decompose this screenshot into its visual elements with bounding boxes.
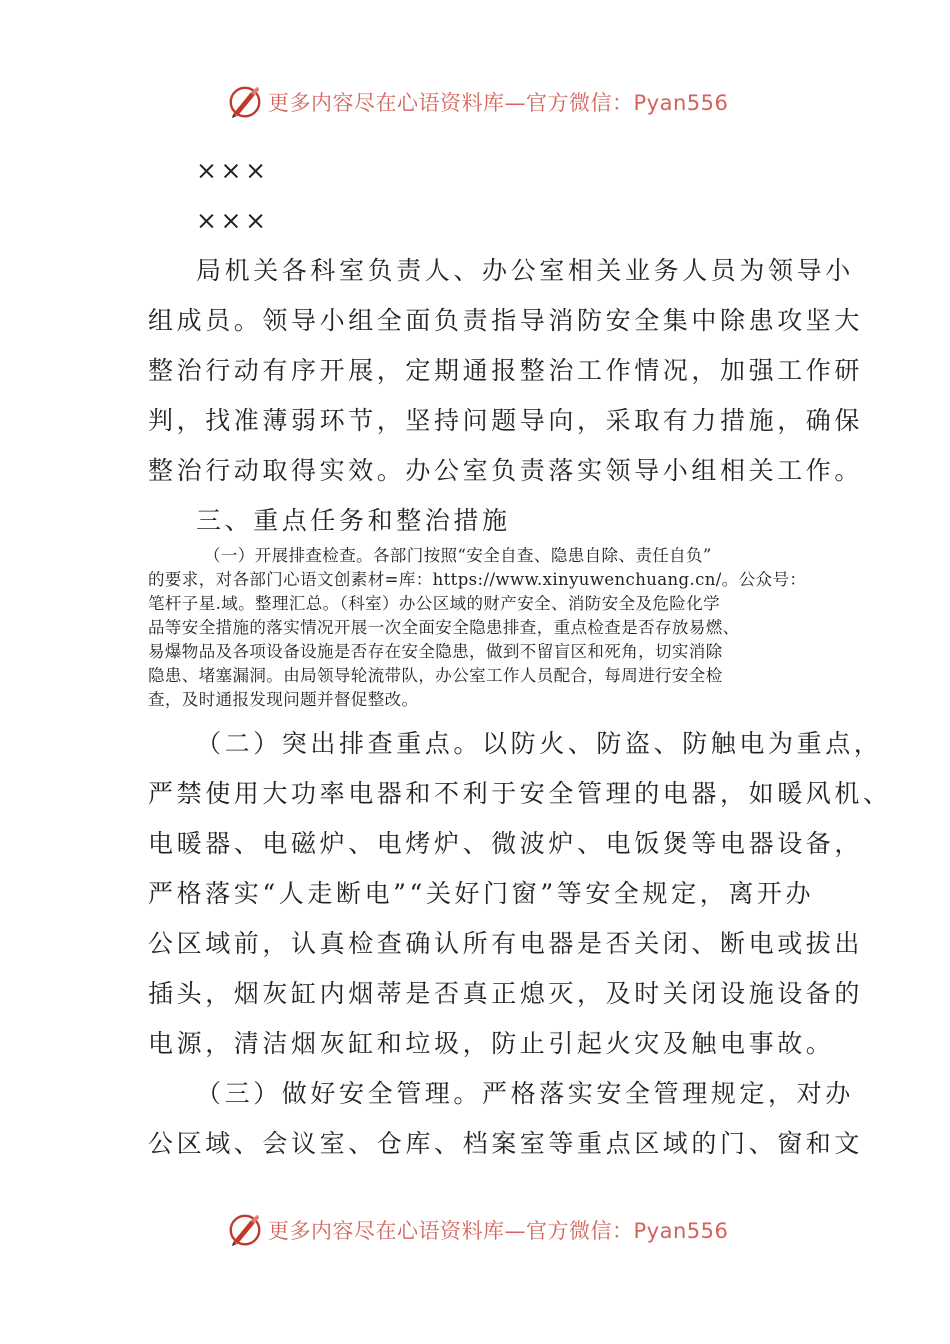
body-line: 电源，清洁烟灰缸和垃圾，防止引起火灾及触电事故。 — [148, 1029, 835, 1058]
banner-text: 更多内容尽在心语资料库—官方微信：Pyan556 — [268, 1219, 729, 1243]
body-line: 插头，烟灰缸内烟蒂是否真正熄灭，及时关闭设施设备的 — [148, 979, 864, 1008]
body-line: 整治行动有序开展，定期通报整治工作情况，加强工作研 — [148, 356, 864, 385]
footer-banner — [0, 1208, 950, 1252]
body-line: 严禁使用大功率电器和不利于安全管理的电器，如暖风机、 — [148, 779, 892, 808]
small-text-line: 品等安全措施的落实情况开展一次全面安全隐患排查，重点检查是否存放易燃、 — [148, 618, 740, 637]
body-line: （三）做好安全管理。严格落实安全管理规定，对办 — [196, 1079, 854, 1108]
body-line: 组成员。领导小组全面负责指导消防安全集中除患攻坚大 — [148, 306, 864, 335]
body-line: 公区域、会议室、仓库、档案室等重点区域的门、窗和文 — [148, 1129, 864, 1158]
header-banner — [0, 80, 950, 124]
banner-text: 更多内容尽在心语资料库—官方微信：Pyan556 — [268, 91, 729, 115]
small-text-line: 隐患、堵塞漏洞。由局领导轮流带队，办公室工作人员配合，每周进行安全检 — [148, 666, 723, 685]
section-heading: 三、重点任务和整治措施 — [196, 506, 511, 535]
small-text-line: 笔杆子星.域。整理汇总。（科室）办公区域的财产安全、消防安全及危险化学 — [148, 594, 720, 613]
small-text-line: 的要求，对各部门心语文创素材=库：https://www.xinyuwenchuang.cn/。公众号： — [148, 570, 807, 589]
body-line: 判，找准薄弱环节，坚持问题导向，采取有力措施，确保 — [148, 406, 864, 435]
body-line: （二）突出排查重点。以防火、防盗、防触电为重点， — [196, 729, 883, 758]
body-line: 公区域前，认真检查确认所有电器是否关闭、断电或拔出 — [148, 929, 864, 958]
body-line: 严格落实“人走断电”“关好门窗”等安全规定，离开办 — [148, 879, 815, 908]
footer-banner-content — [226, 1208, 728, 1252]
pen-logo-icon — [226, 83, 264, 121]
small-text-line: 易爆物品及各项设备设施是否存在安全隐患，做到不留盲区和死角，切实消除 — [148, 642, 723, 661]
body-line: 电暖器、电磁炉、电烤炉、微波炉、电饭煲等电器设备， — [148, 829, 864, 858]
pen-logo-icon — [226, 1211, 264, 1249]
small-text-line: （一）开展排查检查。各部门按照“安全自查、隐患自除、责任自负” — [204, 546, 712, 565]
body-line: 局机关各科室负责人、办公室相关业务人员为领导小 — [196, 256, 854, 285]
body-line: 整治行动取得实效。办公室负责落实领导小组相关工作。 — [148, 456, 864, 485]
small-text-line: 查，及时通报发现问题并督促整改。 — [148, 690, 419, 709]
body-line: ××× — [196, 206, 270, 235]
body-line: ××× — [196, 156, 270, 185]
header-banner-content — [226, 80, 728, 124]
